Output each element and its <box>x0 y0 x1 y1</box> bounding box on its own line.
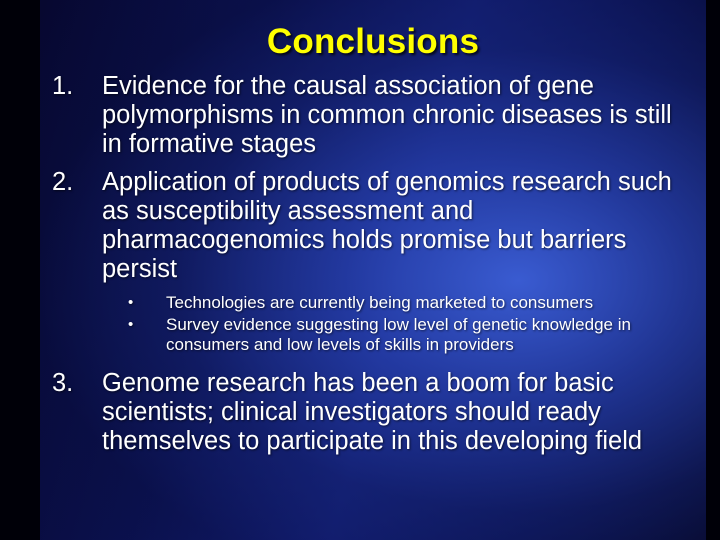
sub-list-item-text: Survey evidence suggesting low level of genetic knowledge in consumers and low levels of skills in providers <box>166 315 631 354</box>
slide-title: Conclusions <box>266 22 480 61</box>
spacer <box>40 357 712 369</box>
list-item <box>40 168 712 284</box>
sub-list-item <box>40 293 712 313</box>
left-margin <box>0 0 40 540</box>
slide-body <box>40 72 712 459</box>
list-item-marker: 2. <box>52 168 74 196</box>
sub-list-item-bullet-icon: • <box>128 316 134 333</box>
list-item-marker: 3. <box>52 369 74 397</box>
sub-list-item-bullet-icon: • <box>128 294 134 311</box>
list-item-text: Evidence for the causal association of gene polymorphisms in common chronic diseases is still in formative stages <box>102 72 672 158</box>
sub-list-item <box>40 315 712 355</box>
list-item-text: Genome research has been a boom for basic scientists; clinical investigators should ready themselves to participate in this developing field <box>102 369 643 455</box>
list-item-text: Application of products of genomics research such as susceptibility assessment and pharmacogenomics holds promise but barriers persist <box>102 168 672 283</box>
list-item <box>40 369 712 456</box>
sub-list-item-text: Technologies are currently being marketed to consumers <box>166 293 594 312</box>
list-item <box>40 72 712 159</box>
list-item-marker: 1. <box>52 72 74 100</box>
